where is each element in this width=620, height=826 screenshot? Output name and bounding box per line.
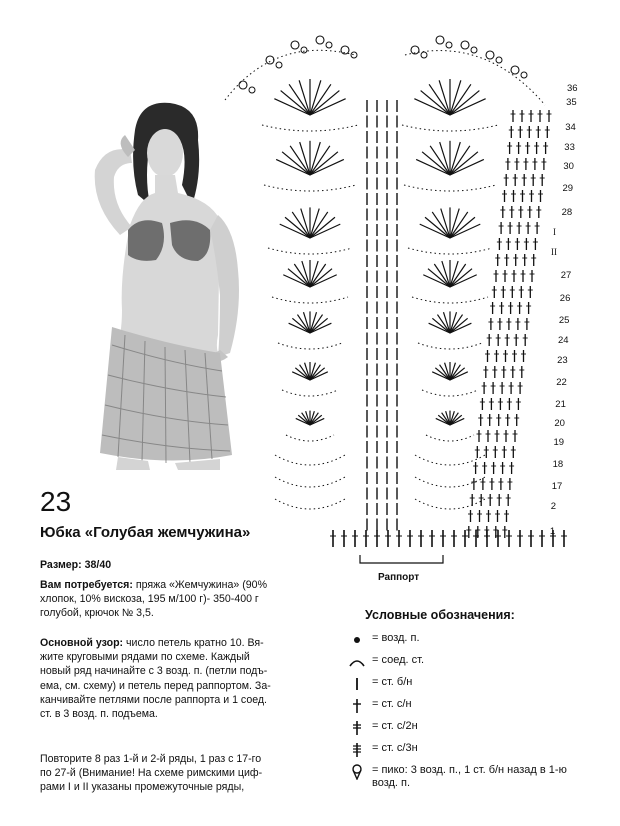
legend-item (347, 632, 587, 648)
row-label: 2 (550, 501, 557, 512)
row-label: 33 (564, 142, 575, 153)
row-label: 19 (553, 437, 565, 448)
repeat-block (40, 752, 302, 795)
picot-mark (511, 66, 519, 74)
chain-arc (402, 125, 498, 131)
picot-mark (461, 41, 469, 49)
materials-line2: хлопок, 10% вискоза, 195 м/100 г)- 350-400 г (40, 593, 259, 606)
row-label: 34 (565, 122, 576, 133)
picot-mark (471, 47, 477, 53)
chain-arc (272, 297, 348, 303)
row-label: 17 (551, 481, 563, 492)
materials-line3: голубой, крючок № 3,5. (40, 607, 154, 620)
legend-text: = возд. п. (372, 632, 420, 644)
picot-mark (446, 42, 452, 48)
repeat-line: по 27-й (Внимание! На схеме римскими циф- (40, 767, 263, 780)
row-label: 22 (556, 377, 567, 388)
legend-title: Условные обозначения: (365, 608, 515, 622)
main-pattern-line: ст. в 3 возд. п. подъема. (40, 708, 158, 721)
page-title: Юбка «Голубая жемчужина» (40, 524, 251, 541)
picot-mark (496, 57, 502, 63)
pattern-number: 23 (40, 486, 72, 517)
legend-text: = ст. с/3н (372, 742, 418, 754)
size-label: Размер: (40, 559, 82, 571)
rapport-bracket (360, 555, 443, 563)
chain-arc (225, 50, 355, 100)
main-pattern-block (40, 636, 302, 721)
chain-arc (415, 499, 485, 509)
row-label: 26 (559, 293, 571, 304)
picot-mark (316, 36, 324, 44)
treble-crochet-icon (347, 720, 369, 736)
double-crochet-icon (347, 698, 369, 714)
row-label: 20 (554, 418, 565, 429)
roman-label: I (553, 227, 556, 237)
legend-text: = соед. ст. (372, 654, 425, 666)
chain-arc (412, 297, 488, 303)
row-label: 30 (563, 161, 574, 172)
picot-mark (486, 51, 494, 59)
chain-arc (262, 125, 358, 131)
chain-arc (408, 248, 492, 254)
materials-line1: пряжа «Жемчужина» (90% (135, 579, 267, 591)
row-label: 36 (567, 83, 578, 94)
chain-arc (426, 435, 474, 441)
chain-arc (415, 455, 485, 465)
legend-text: = пико: 3 возд. п., 1 ст. б/н назад в 1-ю возд. п. (372, 764, 567, 789)
row-label: 27 (560, 270, 572, 281)
chain-arc (275, 477, 345, 487)
row-label: 24 (558, 335, 569, 346)
chain-arc (418, 343, 482, 349)
repeat-line: Повторите 8 раз 1-й и 2-й ряды, 1 раз с 17-го (40, 753, 262, 765)
main-pattern-line: число петель кратно 10. Вя- (126, 637, 264, 649)
picot-mark (521, 72, 527, 78)
chain-stitch-icon (347, 632, 369, 648)
materials-block (40, 578, 302, 621)
chain-arc (275, 499, 345, 509)
legend-item (347, 676, 587, 692)
chain-arc (275, 455, 345, 465)
legend-item (347, 698, 587, 714)
picot-mark (421, 52, 427, 58)
crochet-chart (215, 25, 610, 585)
picot-mark (291, 41, 299, 49)
repeat-line: рами I и II указаны промежуточные ряды, (40, 781, 245, 794)
chain-arc (278, 343, 342, 349)
row-label: 35 (566, 97, 577, 108)
main-pattern-line: новый ряд начинайте с 3 возд. п. (петли подъ- (40, 665, 268, 678)
picot-mark (351, 52, 357, 58)
row-label: 21 (555, 399, 566, 410)
chain-arc (264, 185, 356, 191)
picot-mark (326, 42, 332, 48)
main-pattern-line: ема, см. схему) и петель перед раппортом. За- (40, 679, 271, 692)
slip-stitch-icon (347, 654, 369, 670)
legend-text: = ст. с/н (372, 698, 412, 710)
roman-label: II (551, 247, 557, 257)
row-label: 23 (557, 355, 568, 366)
chain-arc (286, 435, 334, 441)
main-pattern-label: Основной узор: (40, 637, 124, 649)
legend-item (347, 764, 587, 790)
picot-mark (249, 87, 255, 93)
single-crochet-icon (347, 676, 369, 692)
picot-mark (266, 56, 274, 64)
row-label: 28 (561, 207, 573, 218)
chain-arc (268, 248, 352, 254)
main-pattern-line: канчивайте петлями после раппорта и 1 соед. (40, 693, 267, 706)
row-label: 29 (562, 183, 574, 194)
size-value: 38/40 (84, 559, 112, 571)
rapport-label: Раппорт (378, 572, 420, 583)
main-pattern-line: жите круговыми рядами по схеме. Каждый (40, 651, 250, 664)
legend-text: = ст. б/н (372, 676, 413, 688)
size-line (40, 558, 302, 572)
chain-arc (404, 185, 496, 191)
chain-arc (422, 390, 478, 396)
picot-mark (276, 62, 282, 68)
row-label: 25 (558, 315, 570, 326)
picot-mark (301, 47, 307, 53)
row-label: 18 (552, 459, 564, 470)
legend-item (347, 742, 587, 758)
chain-arc (282, 390, 338, 396)
materials-label: Вам потребуется: (40, 579, 133, 591)
legend-item (347, 654, 587, 670)
row-label: 1 (549, 526, 556, 537)
triple-treble-icon (347, 742, 369, 758)
picot-mark (341, 46, 349, 54)
legend-text: = ст. с/2н (372, 720, 418, 732)
legend-item (347, 720, 587, 736)
picot-icon (347, 764, 369, 780)
picot-mark (436, 36, 444, 44)
